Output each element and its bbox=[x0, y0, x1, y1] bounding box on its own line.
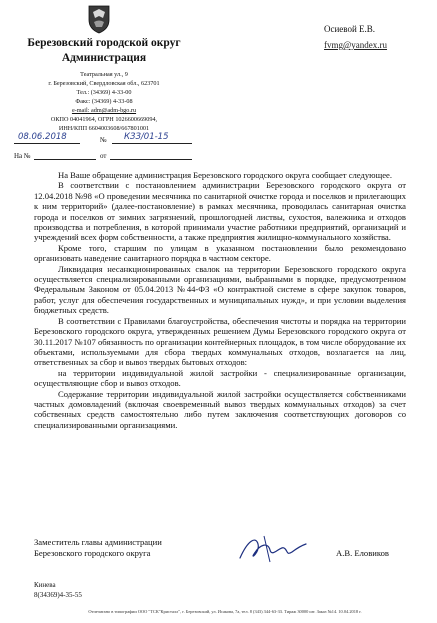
executor-phone: 8(34369)4-35-55 bbox=[34, 591, 82, 599]
paragraph: На Ваше обращение администрация Березовского городского округа сообщает следующее. bbox=[58, 170, 392, 180]
registration-line bbox=[14, 132, 194, 147]
org-name: Березовский городской округ bbox=[27, 37, 181, 49]
signatory-title: Заместитель главы администрации bbox=[34, 537, 162, 547]
okpo-line: ОКПО 04041964, ОГРН 1026600669094, bbox=[50, 116, 158, 123]
signatory-title-org: Березовского городского округа bbox=[34, 548, 151, 558]
coat-of-arms-icon bbox=[86, 4, 112, 34]
registration-number: КЗЗ/01-15 bbox=[124, 132, 169, 142]
address-line: Театральная ул., 9 bbox=[80, 71, 128, 78]
email-line[interactable]: e-mail: adm@adm-bgo.ru bbox=[71, 107, 137, 114]
executor-name: Кинева bbox=[34, 581, 56, 589]
paragraph: Кроме того, старшим по улицам в указанном постановлении было рекомендовано организовать наведение санитарного порядка в частном секторе. bbox=[34, 242, 406, 264]
signature-icon bbox=[234, 532, 310, 566]
reference-line bbox=[14, 152, 194, 162]
signatory-name: А.В. Еловиков bbox=[336, 548, 389, 558]
print-footer: Отпечатано в типографии ООО "ТСК"Кристалл", г. Березовский, ул. Исакова, 7а, тел. 8 (343) 344-63-33. Тираж 30000 шт. Заказ №14. 10.04.2018 г. bbox=[88, 609, 362, 614]
paragraph: Содержание территории индивидуальной жилой застройки осуществляется собственниками частных домовладений (включая своевременный вывоз твердых коммунальных отходов) за счет собственных средств самостоятельно либо путем заключения соответствующих договоров со специализированными организациями. bbox=[34, 388, 406, 430]
reference-label: На № bbox=[14, 152, 31, 160]
recipient-name: Осиевой Е.В. bbox=[324, 24, 376, 34]
inn-line: ИНН/КПП 6604003608/667801001 bbox=[58, 125, 150, 132]
paragraph: В соответствии с постановлением администрации Березовского городского округа от 12.04.2018 №98 «О проведении месячника по санитарной очистке города и поселков и прилегающих к ним территорий» (далее-постановление) в рамках месячника, проводилась санитарная очистка города и поселков от зимних загрязнений, прошлогодней листвы, сухостоя, валежника и отходов производства и потребления, в которой принимали участие работники предприятий, организаций и учреждений всех форм собственности, а также предприятия жилищно-коммунального хозяйства. bbox=[34, 180, 406, 243]
reference-from-label: от bbox=[100, 152, 107, 160]
paragraph: В соответствии с Правилами благоустройства, обеспечения чистоты и порядка на территории Березовского городского округа, утвержденных решением Думы Березовского городского округа от 30.11.2017 №107 обязанность по организации контейнерных площадок, в том числе оборудование их объектами, используемыми для сбора твердых коммунальных отходов, возлагается на лиц, ответственных за сбор и вывоз твердых бытовых отходов: bbox=[34, 315, 406, 368]
fax-line: Факс: (34369) 4-33-08 bbox=[75, 98, 133, 105]
org-department: Администрация bbox=[61, 52, 147, 64]
paragraph: Ликвидация несанкционированных свалок на территории Березовского городского округа осуществляется специализированными организациями, выбранными в порядке, предусмотренном Федеральным Законом от 05.04.2013 №44-ФЗ «О контрактной системе в сфере закупок товаров, работ, услуг для обеспечения государственных и муниципальных нужд», и при условии выделения бюджетных средств. bbox=[34, 263, 406, 316]
letter-body bbox=[34, 170, 406, 430]
registration-number-label: № bbox=[100, 136, 107, 144]
address-line: г. Березовский, Свердловская обл., 623701 bbox=[48, 80, 160, 87]
recipient-email[interactable]: fvmg@yandex.ru bbox=[324, 40, 388, 50]
paragraph: на территории индивидуальной жилой застройки - специализированные организации, осуществляющие сбор и вывоз отходов. bbox=[34, 367, 406, 389]
phone-line: Тел.: (34369) 4-33-00 bbox=[76, 89, 132, 96]
registration-date: 08.06.2018 bbox=[18, 132, 67, 142]
